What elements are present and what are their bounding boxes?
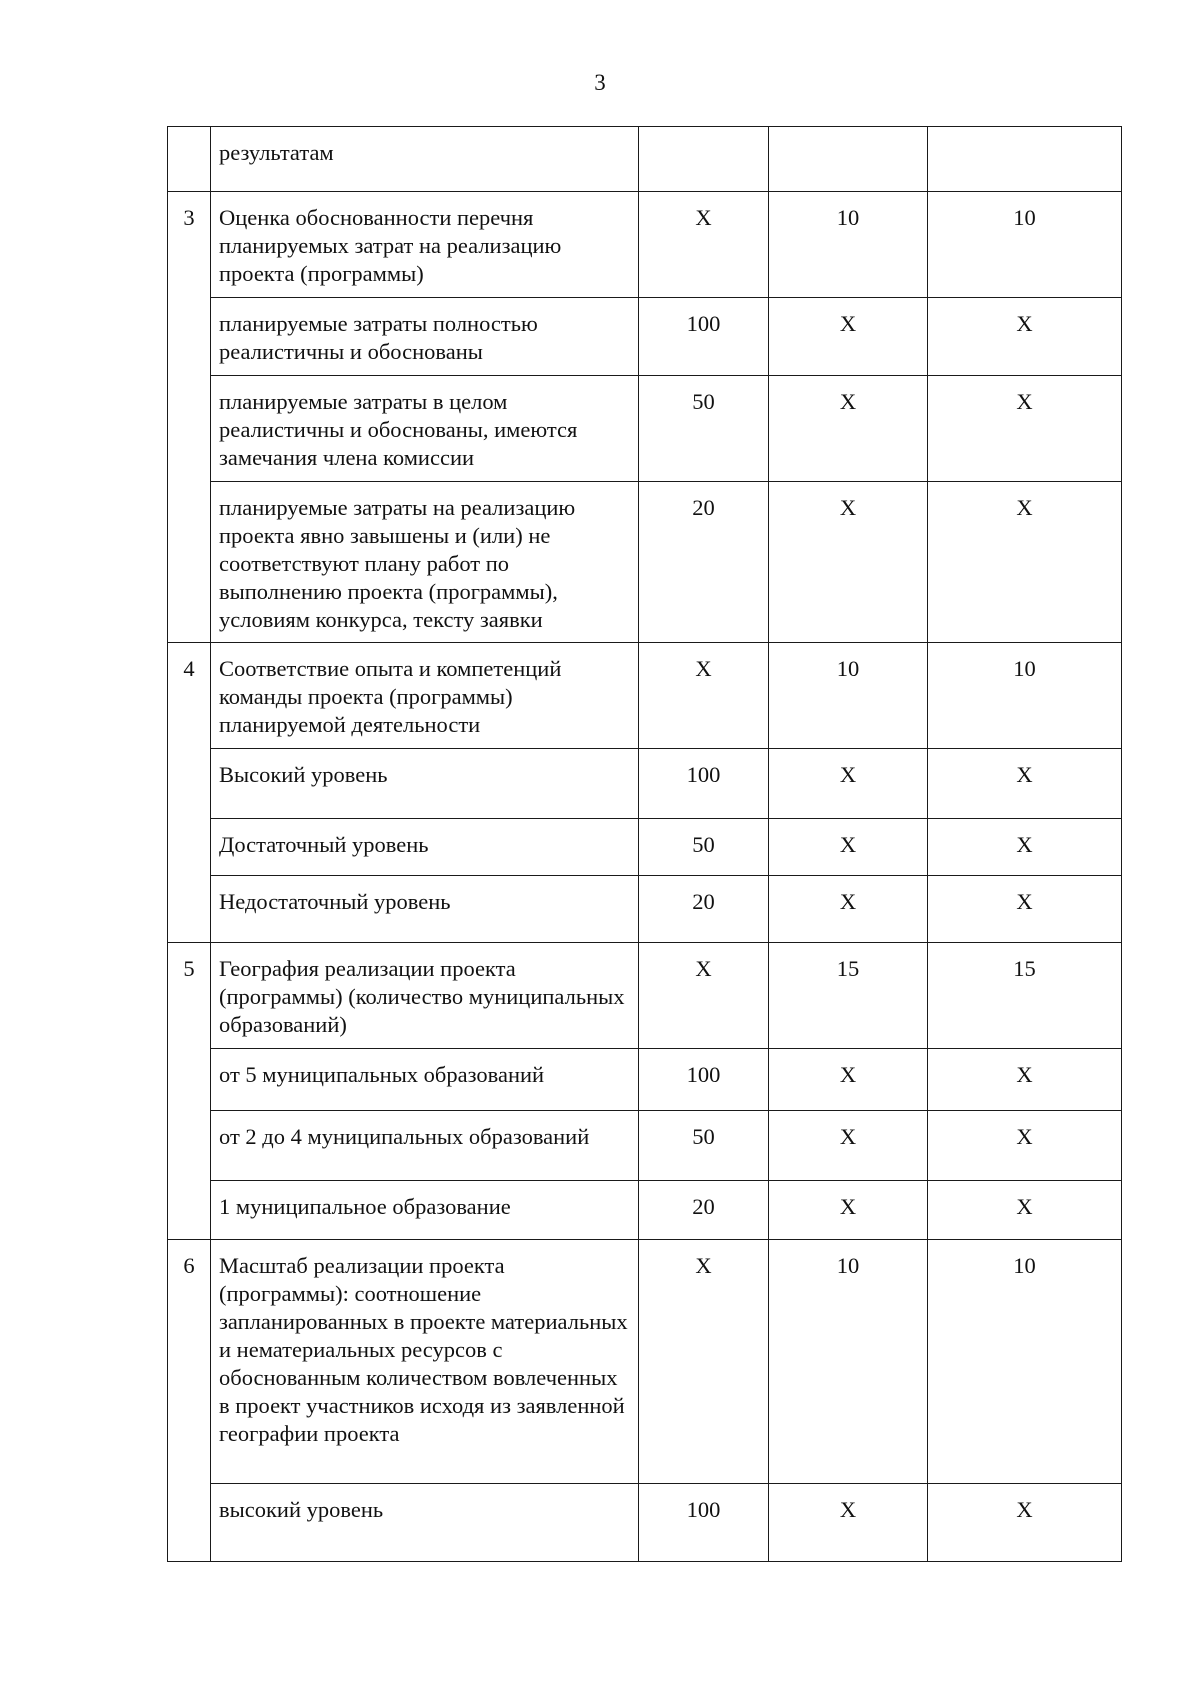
criterion-name: планируемые затраты в целом реалистичны и обоснованы, имеются замечания члена комиссии [211, 376, 639, 482]
max-score-cell: X [928, 376, 1122, 482]
criterion-number [168, 1484, 211, 1562]
page-number: 3 [594, 70, 606, 95]
max-score-cell: X [928, 1111, 1122, 1181]
score-cell: 20 [639, 482, 769, 643]
weight-cell: X [769, 749, 928, 819]
table-row [168, 1111, 1122, 1181]
max-score-cell: X [928, 1181, 1122, 1240]
score-cell: 50 [639, 376, 769, 482]
score-cell [639, 127, 769, 192]
score-cell: 50 [639, 819, 769, 876]
criterion-number: 6 [168, 1240, 211, 1484]
max-score-cell: 10 [928, 643, 1122, 749]
criterion-name: Высокий уровень [211, 749, 639, 819]
weight-cell: X [769, 376, 928, 482]
criterion-name: Оценка обоснованности перечня планируемых затрат на реализацию проекта (программы) [211, 192, 639, 298]
table-row [168, 1240, 1122, 1484]
score-cell: X [639, 643, 769, 749]
criterion-number [168, 1181, 211, 1240]
table-row [168, 376, 1122, 482]
max-score-cell: X [928, 876, 1122, 943]
weight-cell: X [769, 819, 928, 876]
score-cell: X [639, 943, 769, 1049]
weight-cell: X [769, 1181, 928, 1240]
score-cell: 100 [639, 1049, 769, 1111]
weight-cell [769, 127, 928, 192]
score-cell: 50 [639, 1111, 769, 1181]
criterion-number [168, 749, 211, 819]
score-cell: 20 [639, 876, 769, 943]
table-row [168, 127, 1122, 192]
max-score-cell: X [928, 298, 1122, 376]
weight-cell: 10 [769, 643, 928, 749]
criterion-number [168, 376, 211, 482]
criterion-number [168, 482, 211, 643]
max-score-cell [928, 127, 1122, 192]
criterion-number [168, 1049, 211, 1111]
criterion-name: Соответствие опыта и компетенций команды проекта (программы) планируемой деятельности [211, 643, 639, 749]
table-row [168, 1181, 1122, 1240]
weight-cell: X [769, 1049, 928, 1111]
table-row [168, 482, 1122, 643]
criterion-name: результатам [211, 127, 639, 192]
max-score-cell: X [928, 482, 1122, 643]
table-row [168, 749, 1122, 819]
criteria-table [167, 126, 1122, 1562]
weight-cell: 10 [769, 192, 928, 298]
max-score-cell: X [928, 1484, 1122, 1562]
weight-cell: X [769, 298, 928, 376]
criterion-name: планируемые затраты на реализацию проекта явно завышены и (или) не соответствуют плану работ по выполнению проекта (программы), условиям конкурса, тексту заявки [211, 482, 639, 643]
max-score-cell: 10 [928, 1240, 1122, 1484]
score-cell: X [639, 192, 769, 298]
table-row [168, 819, 1122, 876]
weight-cell: 10 [769, 1240, 928, 1484]
criterion-name: Достаточный уровень [211, 819, 639, 876]
criterion-name: География реализации проекта (программы) (количество муниципальных образований) [211, 943, 639, 1049]
score-cell: 100 [639, 298, 769, 376]
criterion-number [168, 819, 211, 876]
max-score-cell: X [928, 1049, 1122, 1111]
criterion-name: Недостаточный уровень [211, 876, 639, 943]
criterion-name: от 5 муниципальных образований [211, 1049, 639, 1111]
score-cell: X [639, 1240, 769, 1484]
criterion-name: планируемые затраты полностью реалистичны и обоснованы [211, 298, 639, 376]
criterion-name: высокий уровень [211, 1484, 639, 1562]
table-row [168, 1484, 1122, 1562]
table-row [168, 943, 1122, 1049]
table-row [168, 298, 1122, 376]
criterion-number: 3 [168, 192, 211, 298]
max-score-cell: 15 [928, 943, 1122, 1049]
max-score-cell: 10 [928, 192, 1122, 298]
score-cell: 20 [639, 1181, 769, 1240]
table-row [168, 1049, 1122, 1111]
weight-cell: X [769, 876, 928, 943]
criterion-name: Масштаб реализации проекта (программы): соотношение запланированных в проекте материальных и нематериальных ресурсов с обоснованным количеством вовлеченных в проект участников исходя из заявленной географии проекта [211, 1240, 639, 1484]
table-row [168, 876, 1122, 943]
criterion-number: 5 [168, 943, 211, 1049]
criterion-name: от 2 до 4 муниципальных образований [211, 1111, 639, 1181]
weight-cell: X [769, 1111, 928, 1181]
score-cell: 100 [639, 749, 769, 819]
score-cell: 100 [639, 1484, 769, 1562]
table-row [168, 643, 1122, 749]
criterion-number: 4 [168, 643, 211, 749]
criterion-name: 1 муниципальное образование [211, 1181, 639, 1240]
weight-cell: 15 [769, 943, 928, 1049]
table-row [168, 192, 1122, 298]
max-score-cell: X [928, 819, 1122, 876]
criterion-number [168, 1111, 211, 1181]
criterion-number [168, 298, 211, 376]
weight-cell: X [769, 1484, 928, 1562]
max-score-cell: X [928, 749, 1122, 819]
weight-cell: X [769, 482, 928, 643]
criterion-number [168, 876, 211, 943]
criterion-number [168, 127, 211, 192]
